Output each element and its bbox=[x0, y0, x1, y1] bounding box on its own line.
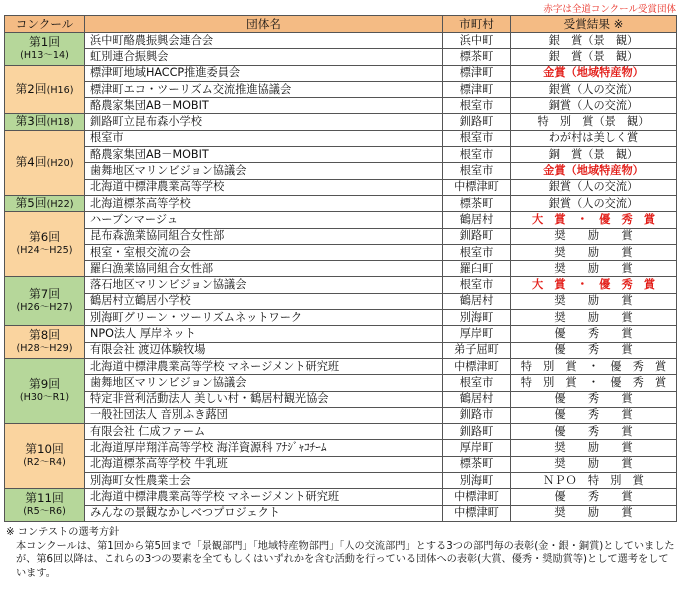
group-name-cell: 根室市 bbox=[85, 130, 443, 146]
group-name-cell: 羅臼漁業協同組合女性部 bbox=[85, 261, 443, 277]
result-cell: 銅賞（人の交流） bbox=[511, 98, 677, 114]
city-cell: 釧路町 bbox=[443, 424, 511, 440]
group-name-cell: 釧路町立昆布森小学校 bbox=[85, 114, 443, 130]
contest-name: 第3回 bbox=[15, 114, 47, 129]
result-cell: 優 秀 賞 bbox=[511, 391, 677, 407]
table-row bbox=[5, 440, 677, 456]
header-city: 市町村 bbox=[443, 16, 511, 33]
contest-years: (H26～H27) bbox=[16, 302, 73, 314]
table-row bbox=[5, 130, 677, 146]
group-name-cell: 標津町地域HACCP推進委員会 bbox=[85, 65, 443, 81]
group-name-cell: 特定非営利活動法人 美しい村・鶴居村観光協会 bbox=[85, 391, 443, 407]
contest-name: 第4回 bbox=[15, 154, 47, 169]
table-row bbox=[5, 424, 677, 440]
table-row bbox=[5, 407, 677, 423]
table-row bbox=[5, 212, 677, 228]
city-cell: 釧路町 bbox=[443, 228, 511, 244]
result-cell: 大 賞 ・ 優 秀 賞 bbox=[511, 277, 677, 293]
city-cell: 中標津町 bbox=[443, 505, 511, 521]
result-cell: 優 秀 賞 bbox=[511, 489, 677, 505]
result-cell: 奨 励 賞 bbox=[511, 228, 677, 244]
result-cell: 特 別 賞 ・ 優 秀 賞 bbox=[511, 375, 677, 391]
city-cell: 浜中町 bbox=[443, 33, 511, 49]
contest-years: (H30～R1) bbox=[19, 392, 70, 404]
city-cell: 根室市 bbox=[443, 375, 511, 391]
contest-cell bbox=[5, 33, 85, 66]
table-row bbox=[5, 310, 677, 326]
header-contest: コンクール bbox=[5, 16, 85, 33]
group-name-cell: 浜中町酪農振興会連合会 bbox=[85, 33, 443, 49]
result-cell: 金賞（地域特産物） bbox=[511, 65, 677, 81]
city-cell: 鶴居村 bbox=[443, 391, 511, 407]
contest-years: (H20) bbox=[46, 157, 74, 169]
legend-note: 赤字は全道コンクール受賞団体 bbox=[543, 4, 676, 15]
group-name-cell: 北海道中標津農業高等学校 bbox=[85, 179, 443, 195]
result-cell: 特 別 賞 ・ 優 秀 賞 bbox=[511, 358, 677, 374]
table-row bbox=[5, 391, 677, 407]
table-row bbox=[5, 342, 677, 358]
table-body bbox=[5, 33, 677, 522]
result-cell: 奨 励 賞 bbox=[511, 244, 677, 260]
result-cell: わが村は美しく賞 bbox=[511, 130, 677, 146]
result-cell: 奨 励 賞 bbox=[511, 261, 677, 277]
city-cell: 根室市 bbox=[443, 244, 511, 260]
group-name-cell: 鶴居村立鶴居小学校 bbox=[85, 293, 443, 309]
contest-name: 第11回 bbox=[25, 491, 64, 506]
city-cell: 根室市 bbox=[443, 163, 511, 179]
result-cell: 優 秀 賞 bbox=[511, 342, 677, 358]
contest-cell bbox=[5, 130, 85, 195]
result-cell: 奨 励 賞 bbox=[511, 293, 677, 309]
table-row bbox=[5, 326, 677, 342]
city-cell: 羅臼町 bbox=[443, 261, 511, 277]
city-cell: 標津町 bbox=[443, 65, 511, 81]
table-row bbox=[5, 65, 677, 81]
table-row bbox=[5, 228, 677, 244]
contest-years: (H28～H29) bbox=[16, 343, 73, 355]
result-cell: 奨 励 賞 bbox=[511, 456, 677, 472]
result-cell: 優 秀 賞 bbox=[511, 407, 677, 423]
contest-cell bbox=[5, 65, 85, 114]
contest-years: (R5～R6) bbox=[23, 506, 66, 518]
contest-cell bbox=[5, 195, 85, 211]
contest-years: (H16) bbox=[46, 84, 74, 96]
contest-years: (H24～H25) bbox=[16, 245, 73, 257]
group-name-cell: 昆布森漁業協同組合女性部 bbox=[85, 228, 443, 244]
group-name-cell: 北海道標茶高等学校 bbox=[85, 195, 443, 211]
notes-title: ※ コンテストの選考方針 bbox=[6, 527, 120, 538]
group-name-cell: 酪農家集団AB－MOBIT bbox=[85, 98, 443, 114]
contest-name: 第6回 bbox=[28, 230, 61, 245]
result-cell: 銀賞（人の交流） bbox=[511, 81, 677, 97]
group-name-cell: 酪農家集団AB－MOBIT bbox=[85, 147, 443, 163]
city-cell: 根室市 bbox=[443, 98, 511, 114]
contest-cell bbox=[5, 212, 85, 277]
city-cell: 中標津町 bbox=[443, 358, 511, 374]
contest-name: 第5回 bbox=[15, 195, 47, 210]
table-row bbox=[5, 375, 677, 391]
contest-name: 第2回 bbox=[15, 81, 47, 96]
contest-cell bbox=[5, 326, 85, 359]
city-cell: 標茶町 bbox=[443, 49, 511, 65]
table-row bbox=[5, 456, 677, 472]
result-cell: 銀 賞（景 観） bbox=[511, 33, 677, 49]
contest-cell bbox=[5, 277, 85, 326]
city-cell: 鶴居村 bbox=[443, 293, 511, 309]
header-result: 受賞結果 ※ bbox=[511, 16, 677, 33]
result-cell: 銀 賞（景 観） bbox=[511, 49, 677, 65]
result-cell: 奨 励 賞 bbox=[511, 440, 677, 456]
contest-name: 第9回 bbox=[28, 377, 61, 392]
group-name-cell: NPO法人 厚岸ネット bbox=[85, 326, 443, 342]
contest-name: 第1回 bbox=[28, 34, 61, 49]
group-name-cell: 北海道厚岸翔洋高等学校 海洋資源科 ｱﾅｼﾞｬｺﾁｰﾑ bbox=[85, 440, 443, 456]
city-cell: 根室市 bbox=[443, 147, 511, 163]
header-group: 団体名 bbox=[85, 16, 443, 33]
group-name-cell: 北海道中標津農業高等学校 マネージメント研究班 bbox=[85, 489, 443, 505]
table-row bbox=[5, 473, 677, 489]
result-cell: 銀賞（人の交流） bbox=[511, 195, 677, 211]
contest-cell bbox=[5, 114, 85, 130]
city-cell: 厚岸町 bbox=[443, 326, 511, 342]
group-name-cell: ハーブンマージュ bbox=[85, 212, 443, 228]
result-cell: ＮＰＯ 特 別 賞 bbox=[511, 473, 677, 489]
table-row bbox=[5, 33, 677, 49]
city-cell: 釧路町 bbox=[443, 114, 511, 130]
city-cell: 中標津町 bbox=[443, 489, 511, 505]
city-cell: 標茶町 bbox=[443, 195, 511, 211]
table-row bbox=[5, 195, 677, 211]
group-name-cell: 別海町女性農業士会 bbox=[85, 473, 443, 489]
contest-name: 第8回 bbox=[28, 328, 61, 343]
group-name-cell: 一般社団法人 音別ふき蕗団 bbox=[85, 407, 443, 423]
group-name-cell: 北海道中標津農業高等学校 マネージメント研究班 bbox=[85, 358, 443, 374]
contest-years: (R2～R4) bbox=[23, 457, 66, 469]
city-cell: 中標津町 bbox=[443, 179, 511, 195]
contest-years: (H18) bbox=[46, 117, 74, 129]
city-cell: 標茶町 bbox=[443, 456, 511, 472]
contest-name: 第7回 bbox=[28, 287, 61, 302]
result-cell: 特 別 賞（景 観） bbox=[511, 114, 677, 130]
result-cell: 奨 励 賞 bbox=[511, 310, 677, 326]
city-cell: 標津町 bbox=[443, 81, 511, 97]
result-cell: 金賞（地域特産物） bbox=[511, 163, 677, 179]
contest-cell bbox=[5, 358, 85, 423]
group-name-cell: 有限会社 渡辺体験牧場 bbox=[85, 342, 443, 358]
group-name-cell: みんなの景観なかしべつプロジェクト bbox=[85, 505, 443, 521]
city-cell: 釧路市 bbox=[443, 407, 511, 423]
city-cell: 根室市 bbox=[443, 130, 511, 146]
table-row bbox=[5, 358, 677, 374]
group-name-cell: 北海道標茶高等学校 牛乳班 bbox=[85, 456, 443, 472]
table-row bbox=[5, 179, 677, 195]
contest-cell bbox=[5, 489, 85, 522]
table-row bbox=[5, 114, 677, 130]
table-row bbox=[5, 163, 677, 179]
awards-table bbox=[4, 15, 677, 522]
city-cell: 厚岸町 bbox=[443, 440, 511, 456]
selection-notes bbox=[6, 526, 676, 580]
group-name-cell: 別海町グリーン・ツーリズムネットワーク bbox=[85, 310, 443, 326]
group-name-cell: 有限会社 仁成ファーム bbox=[85, 424, 443, 440]
group-name-cell: 歯舞地区マリンビジョン協議会 bbox=[85, 375, 443, 391]
city-cell: 根室市 bbox=[443, 277, 511, 293]
table-row bbox=[5, 505, 677, 521]
table-row bbox=[5, 49, 677, 65]
group-name-cell: 歯舞地区マリンビジョン協議会 bbox=[85, 163, 443, 179]
result-cell: 銀賞（人の交流） bbox=[511, 179, 677, 195]
table-row bbox=[5, 489, 677, 505]
contest-years: (H22) bbox=[46, 198, 74, 210]
table-row bbox=[5, 244, 677, 260]
table-row bbox=[5, 147, 677, 163]
result-cell: 優 秀 賞 bbox=[511, 326, 677, 342]
notes-body: 本コンクールは、第1回から第5回まで「景観部門」「地域特産物部門」「人の交流部門」とする3つの部門毎の表彰(金・銀・銅賞)としていましたが、第6回以降は、これらの3つの要素を全てもしくはいずれかを含む活動を行っている団体への表彰(大賞、優秀・奨励賞等)として選考をしています。 bbox=[16, 540, 675, 579]
group-name-cell: 標津町エコ・ツーリズム交流推進協議会 bbox=[85, 81, 443, 97]
contest-years: (H13～14) bbox=[20, 49, 69, 61]
group-name-cell: 根室・室根交流の会 bbox=[85, 244, 443, 260]
table-row bbox=[5, 98, 677, 114]
contest-cell bbox=[5, 424, 85, 489]
result-cell: 奨 励 賞 bbox=[511, 505, 677, 521]
table-header-row bbox=[5, 16, 677, 33]
table-row bbox=[5, 81, 677, 97]
contest-name: 第10回 bbox=[25, 442, 64, 457]
table-row bbox=[5, 261, 677, 277]
city-cell: 別海町 bbox=[443, 473, 511, 489]
city-cell: 別海町 bbox=[443, 310, 511, 326]
table-row bbox=[5, 293, 677, 309]
group-name-cell: 虹別連合振興会 bbox=[85, 49, 443, 65]
result-cell: 銅 賞（景 観） bbox=[511, 147, 677, 163]
table-row bbox=[5, 277, 677, 293]
result-cell: 大 賞 ・ 優 秀 賞 bbox=[511, 212, 677, 228]
city-cell: 鶴居村 bbox=[443, 212, 511, 228]
group-name-cell: 落石地区マリンビジョン協議会 bbox=[85, 277, 443, 293]
city-cell: 弟子屈町 bbox=[443, 342, 511, 358]
result-cell: 優 秀 賞 bbox=[511, 424, 677, 440]
